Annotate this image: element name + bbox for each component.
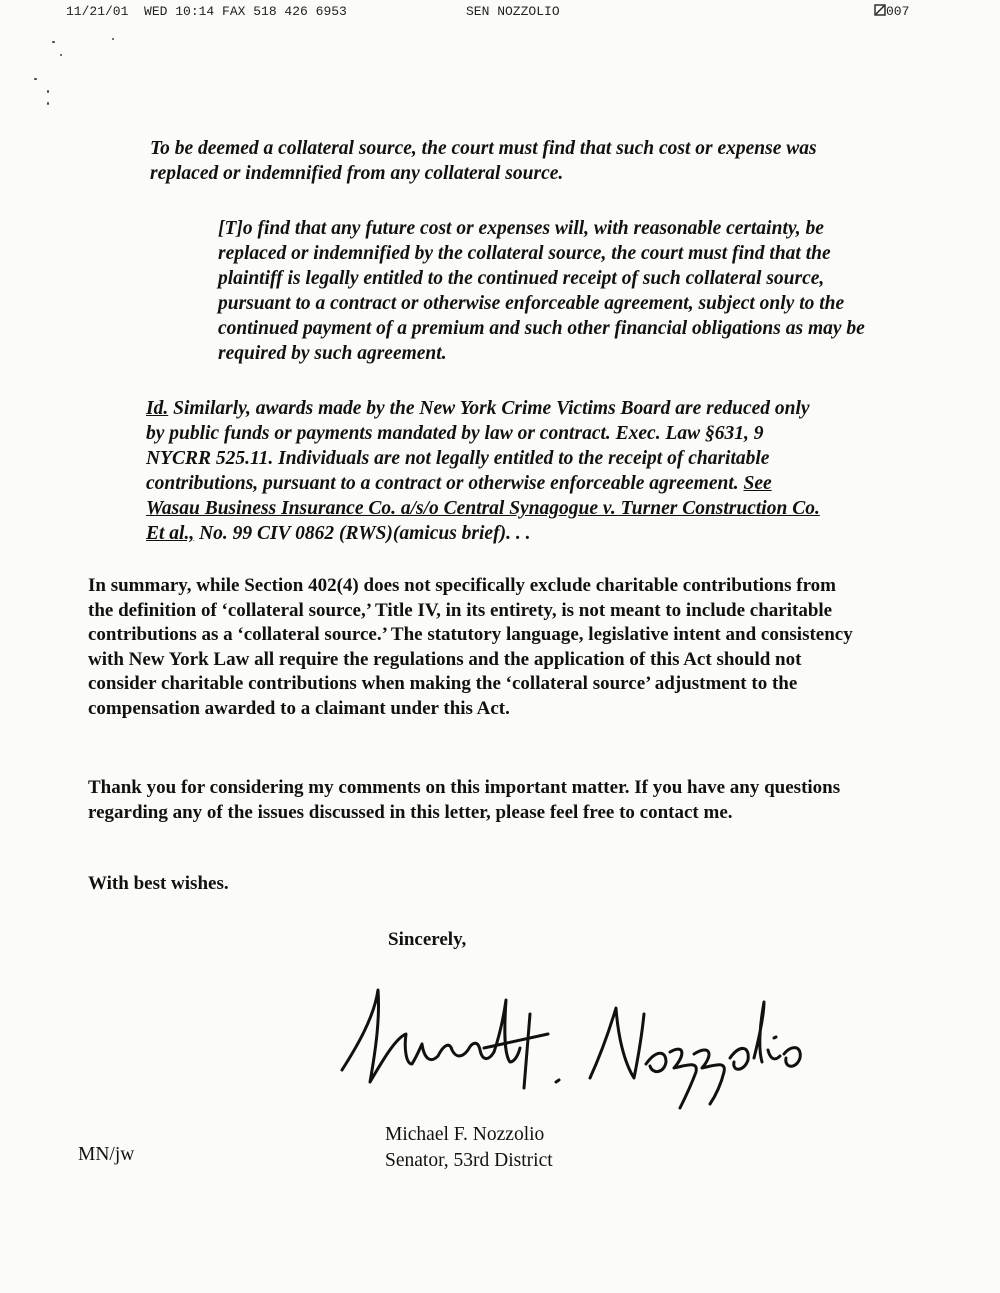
case-citation-tail: No. 99 CIV 0862 (RWS)(amicus brief). . . [194, 523, 531, 544]
fax-page-marker-icon [874, 4, 886, 16]
thanks-paragraph: Thank you for considering my comments on this important matter. If you have any questions regarding any of the issues discussed in this letter, please feel free to contact me. [88, 777, 841, 823]
citation-body: Similarly, awards made by the New York Crime Victims Board are reduced only by public funds or payments mandated by law or contract. Exec. Law §631, 9 NYCRR 525.11. Individuals are not legally entitled to the receipt of charitable contributions, pursuant to a contract or otherwise enforceable agreement. [146, 398, 810, 494]
signer-name: Michael F. Nozzolio [385, 1124, 545, 1145]
citation-paragraph [146, 396, 826, 546]
sign-off: Sincerely, [388, 929, 467, 950]
quote-intro: To be deemed a collateral source, the court must find that such cost or expense was replaced or indemnified from any collateral source. [150, 138, 817, 184]
summary-paragraph: In summary, while Section 402(4) does not specifically exclude charitable contributions from the definition of ‘collateral source,’ Title IV, in its entirety, is not meant to include charitable contributions as a ‘collateral source.’ The statutory language, legislative intent and consistency with New York Law all require the regulations and the application of this Act should not consider charitable contributions when making the ‘collateral source’ adjustment to the compensation awarded to a claimant under this Act. [88, 575, 853, 719]
case-citation: See Wasau Business Insurance Co. a/s/o Central Synagogue v. Turner Construction Co. Et al., [146, 473, 820, 544]
fax-sender: SEN NOZZOLIO [466, 4, 560, 19]
signer-title: Senator, 53rd District [385, 1150, 553, 1171]
typist-initials: MN/jw [78, 1144, 135, 1165]
fax-page-number: 007 [874, 4, 909, 19]
closing-line: With best wishes. [88, 873, 229, 894]
id-citation: Id. [146, 398, 169, 419]
handwritten-signature [334, 978, 804, 1118]
fax-datetime: 11/21/01 WED 10:14 FAX 518 426 6953 [66, 4, 347, 19]
fax-header [0, 0, 1000, 22]
block-quote: [T]o find that any future cost or expenses will, with reasonable certainty, be replaced or indemnified by the collateral source, the court must find that the plaintiff is legally entitled to the continued receipt of such collateral source, pursuant to a contract or otherwise enforceable agreement, subject only to the continued payment of a premium and such other financial obligations as may be required by such agreement. [218, 218, 865, 364]
